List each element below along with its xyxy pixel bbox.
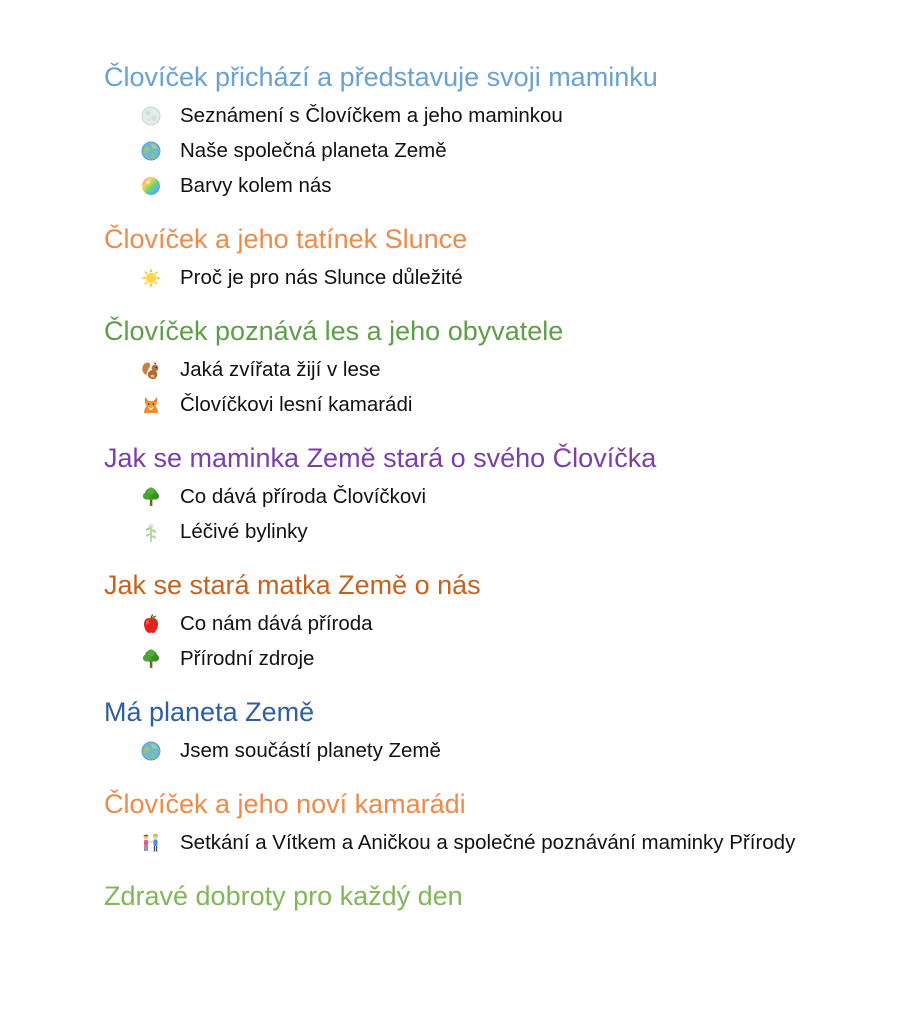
section-item-list [104, 733, 894, 768]
toc-section [104, 877, 894, 915]
toc-section [104, 566, 894, 676]
toc-section [104, 439, 894, 549]
list-item [104, 260, 894, 295]
list-item-label: Proč je pro nás Slunce důležité [180, 266, 463, 289]
sun-icon [140, 267, 162, 289]
section-title: Človíček přichází a představuje svoji maminku [104, 62, 658, 92]
children-icon [140, 832, 162, 854]
list-item-label: Co nám dává příroda [180, 612, 373, 635]
list-item-label: Barvy kolem nás [180, 174, 332, 197]
list-item-label: Léčivé bylinky [180, 520, 308, 543]
list-item [104, 733, 894, 768]
list-item-label: Človíčkovi lesní kamarádi [180, 393, 413, 416]
section-item-list [104, 352, 894, 422]
tree-icon [140, 648, 162, 670]
section-title: Má planeta Země [104, 697, 315, 727]
section-item-list [104, 98, 894, 203]
list-item-label: Co dává příroda Človíčkovi [180, 485, 427, 508]
toc-section [104, 220, 894, 295]
herb-icon [140, 521, 162, 543]
list-item-label: Jsem součástí planety Země [180, 739, 441, 762]
table-of-contents [104, 58, 894, 932]
list-item-label: Seznámení s Človíčkem a jeho maminkou [180, 104, 563, 127]
section-title: Človíček poznává les a jeho obyvatele [104, 316, 564, 346]
list-item-label: Jaká zvířata žijí v lese [180, 358, 381, 381]
fox-icon [140, 394, 162, 416]
section-title: Človíček a jeho noví kamarádi [104, 789, 466, 819]
list-item-label: Setkání a Vítkem a Aničkou a společné poznávání maminky Přírody [180, 831, 796, 854]
section-item-list [104, 260, 894, 295]
list-item [104, 479, 894, 514]
toc-section [104, 693, 894, 768]
section-item-list [104, 479, 894, 549]
list-item [104, 168, 894, 203]
toc-section [104, 785, 894, 860]
list-item [104, 352, 894, 387]
list-item [104, 606, 894, 641]
squirrel-icon [140, 359, 162, 381]
toc-section [104, 58, 894, 203]
apple-icon [140, 613, 162, 635]
earth-globe-icon [140, 140, 162, 162]
section-title: Človíček a jeho tatínek Slunce [104, 224, 468, 254]
list-item-label: Naše společná planeta Země [180, 139, 447, 162]
section-item-list [104, 606, 894, 676]
tree-icon [140, 486, 162, 508]
list-item [104, 514, 894, 549]
list-item-label: Přírodní zdroje [180, 647, 315, 670]
list-item [104, 387, 894, 422]
list-item [104, 641, 894, 676]
list-item [104, 133, 894, 168]
list-item [104, 98, 894, 133]
list-item [104, 825, 894, 860]
earth-globe-icon [140, 740, 162, 762]
section-title: Zdravé dobroty pro každý den [104, 881, 463, 911]
section-item-list [104, 825, 894, 860]
rainbow-ball-icon [140, 175, 162, 197]
toc-section [104, 312, 894, 422]
section-title: Jak se maminka Země stará o svého Človíčka [104, 443, 657, 473]
moon-icon [140, 105, 162, 127]
section-title: Jak se stará matka Země o nás [104, 570, 481, 600]
